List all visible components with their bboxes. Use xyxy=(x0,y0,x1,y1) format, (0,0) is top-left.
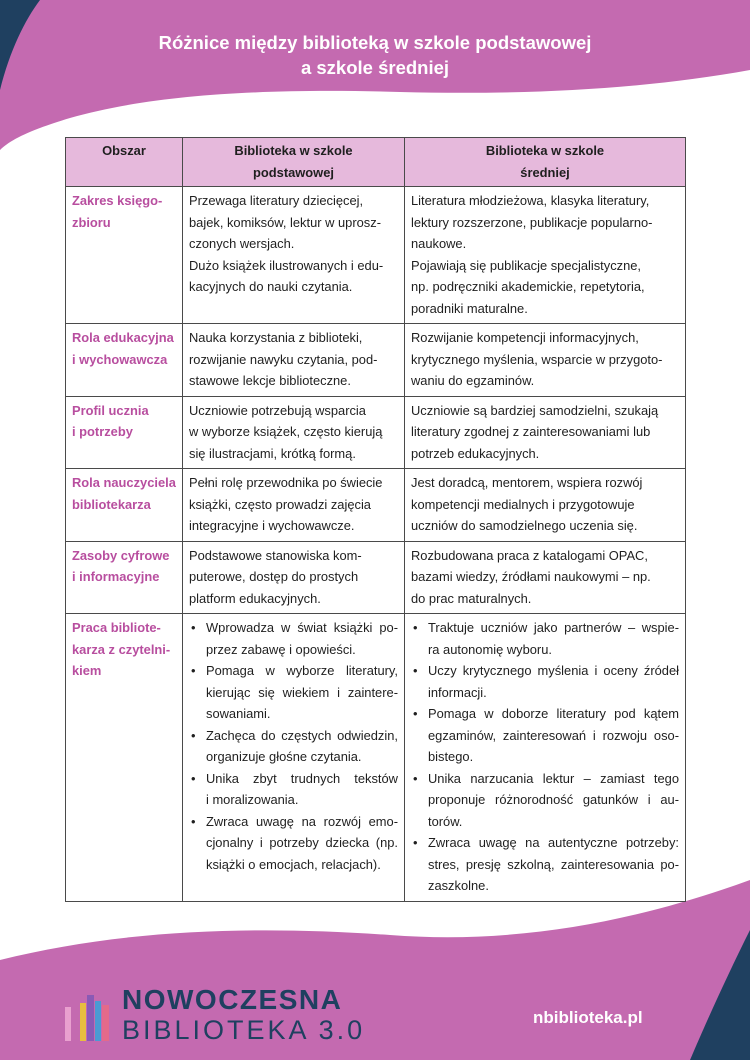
bullet-text-line: proponuje różnorodność gatunków i au- xyxy=(428,792,679,807)
area-label-line: kiem xyxy=(72,663,102,678)
bullet-item xyxy=(411,660,679,703)
bullet-text-line: i moralizowania. xyxy=(206,792,299,807)
header-primary-school: Biblioteka w szkole podstawowej xyxy=(183,138,405,187)
bullet-item xyxy=(189,768,398,811)
table-row xyxy=(66,396,686,469)
bullet-text-line: informacji. xyxy=(428,684,487,700)
cell-text-line: np. podręczniki akademickie, repetytoria, xyxy=(411,279,645,294)
cell-text-line: Pełni rolę przewodnika po świecie xyxy=(189,475,383,490)
primary-school-cell xyxy=(183,541,405,614)
cell-text-line: puterowe, dostęp do prostych xyxy=(189,569,359,584)
cell-text-line: Dużo książek ilustrowanych i edu- xyxy=(189,257,384,273)
table-header-row xyxy=(66,138,686,187)
books-logo-icon xyxy=(65,985,113,1045)
bullet-item xyxy=(189,617,398,660)
cell-text-line: Jest doradcą, mentorem, wspiera rozwój xyxy=(411,475,643,490)
secondary-school-cell xyxy=(405,396,686,469)
bullet-text-line: zaszkolne. xyxy=(428,878,489,893)
bullet-item xyxy=(411,768,679,833)
bullet-item xyxy=(411,832,679,897)
bullet-text-line: przez zabawę i opowieści. xyxy=(206,641,356,657)
cell-text-line: bazami wiedzy, źródłami naukowymi – np. xyxy=(411,569,651,584)
bullet-text-line: • Unika zbyt trudnych tekstów xyxy=(206,770,398,786)
area-label-line: karza z czytelni- xyxy=(72,641,171,657)
table-row xyxy=(66,187,686,324)
cell-text-line: uczniów do samodzielnego uczenia się. xyxy=(411,518,638,533)
cell-text-line: Rozwijanie kompetencji informacyjnych, xyxy=(411,330,639,345)
book-spine-6 xyxy=(102,1005,109,1041)
cell-text-line: rozwijanie nawyku czytania, pod- xyxy=(189,351,378,367)
cell-text-line: Literatura młodzieżowa, klasyka literatury, xyxy=(411,193,650,208)
bullet-text-line: • Pomaga w doborze literatury pod kątem xyxy=(428,706,679,721)
cell-text-line: Uczniowie potrzebują wsparcia xyxy=(189,402,366,418)
cell-text-line: Uczniowie są bardziej samodzielni, szukają xyxy=(411,402,659,418)
cell-text-line: w wyborze książek, często kierują xyxy=(189,424,383,439)
cell-text-line: krytycznego myślenia, wsparcie w przygoto- xyxy=(411,351,663,367)
secondary-school-cell xyxy=(405,324,686,397)
cell-text-line: Podstawowe stanowiska kom- xyxy=(189,547,362,563)
area-cell xyxy=(66,396,183,469)
cell-text-line: kompetencji medialnych i przygotowuje xyxy=(411,496,635,512)
logo-wordmark xyxy=(122,985,365,1045)
cell-text-line: poradniki maturalne. xyxy=(411,300,528,316)
bullet-text-line: • Unika narzucania lektur – zamiast tego xyxy=(428,770,679,786)
bullet-text-line: • Zwraca uwagę na rozwój emo- xyxy=(206,813,398,829)
bullet-text-line: • Zwraca uwagę na autentyczne potrzeby: xyxy=(428,835,679,850)
cell-text-line: waniu do egzaminów. xyxy=(411,373,535,388)
logo-line2: BIBLIOTEKA 3.0 xyxy=(122,1015,366,1045)
book-spine-4 xyxy=(87,995,94,1041)
comparison-table xyxy=(65,137,686,902)
book-spine-1 xyxy=(65,1007,71,1041)
cell-text-line: książki, często prowadzi zajęcia xyxy=(189,496,371,512)
cell-text-line: integracyjne i wychowawcze. xyxy=(189,518,355,533)
secondary-school-cell xyxy=(405,187,686,324)
table-row xyxy=(66,324,686,397)
secondary-school-cell xyxy=(405,541,686,614)
cell-text-line: platform edukacyjnych. xyxy=(189,590,321,606)
book-spine-5 xyxy=(95,1001,101,1041)
area-label-line: Rola nauczyciela xyxy=(72,475,176,490)
area-label-line: Zakres księgo- xyxy=(72,193,163,208)
cell-text-line: kacyjnych do nauki czytania. xyxy=(189,279,353,294)
bullet-text-line: egzaminów, zainteresowań i rozwoju oso- xyxy=(428,727,679,743)
cell-text-line: stawowe lekcje biblioteczne. xyxy=(189,373,351,388)
bullet-item xyxy=(411,617,679,660)
bullet-text-line: torów. xyxy=(428,813,463,829)
bullet-list xyxy=(411,617,679,897)
book-spine-3 xyxy=(80,1003,86,1041)
header-area: Obszar xyxy=(66,138,183,187)
cell-text-line: bajek, komiksów, lektur w uprosz- xyxy=(189,214,381,230)
primary-school-cell xyxy=(183,324,405,397)
bullet-text-line: • Traktuje uczniów jako partnerów – wspie- xyxy=(428,620,679,635)
bullet-text-line: bistego. xyxy=(428,749,474,764)
table-row xyxy=(66,469,686,542)
secondary-school-cell xyxy=(405,469,686,542)
primary-school-cell xyxy=(183,614,405,902)
cell-text-line: się ilustracjami, krótką formą. xyxy=(189,445,356,461)
bullet-text-line: • Wprowadza w świat książki po- xyxy=(206,620,398,635)
page-title-line1: Różnice między biblioteką w szkole podstawowej xyxy=(158,32,592,53)
secondary-school-cell xyxy=(405,614,686,902)
logo-line1: NOWOCZESNA xyxy=(122,984,343,1015)
area-label-line: i wychowawcza xyxy=(72,351,168,367)
bullet-text-line: książki o emocjach, relacjach). xyxy=(206,856,381,872)
area-cell xyxy=(66,187,183,324)
bullet-text-line: ra autonomię wyboru. xyxy=(428,641,552,657)
area-label-line: i potrzeby xyxy=(72,424,133,439)
area-label-line: zbioru xyxy=(72,214,111,230)
cell-text-line: potrzeb edukacyjnych. xyxy=(411,445,540,461)
header-secondary-school: Biblioteka w szkole średniej xyxy=(405,138,686,187)
area-label-line: Praca bibliote- xyxy=(72,620,161,635)
bullet-item xyxy=(189,660,398,725)
bullet-text-line: • Zachęca do częstych odwiedzin, xyxy=(206,727,398,743)
bullet-text-line: organizuje głośne czytania. xyxy=(206,749,362,764)
website-link[interactable]: nbiblioteka.pl xyxy=(533,1008,643,1027)
area-label-line: Zasoby cyfrowe xyxy=(72,547,170,563)
cell-text-line: Przewaga literatury dziecięcej, xyxy=(189,193,364,208)
primary-school-cell xyxy=(183,396,405,469)
area-label-line: bibliotekarza xyxy=(72,496,151,512)
page-title-line2: a szkole średniej xyxy=(300,57,450,78)
cell-text-line: literatury zgodnej z zainteresowaniami lub xyxy=(411,424,651,439)
area-label-line: Profil ucznia xyxy=(72,402,149,418)
bullet-text-line: • Uczy krytycznego myślenia i oceny źródeł xyxy=(428,663,679,678)
cell-text-line: naukowe. xyxy=(411,236,467,251)
bullet-list xyxy=(189,617,398,875)
primary-school-cell xyxy=(183,187,405,324)
area-label-line: i informacyjne xyxy=(72,569,160,584)
bullet-text-line: stres, presję szkolną, zainteresowania po- xyxy=(428,856,679,872)
area-cell xyxy=(66,469,183,542)
cell-text-line: Nauka korzystania z biblioteki, xyxy=(189,330,363,345)
table-row xyxy=(66,541,686,614)
page-title xyxy=(0,30,750,80)
area-cell xyxy=(66,614,183,902)
cell-text-line: Rozbudowana praca z katalogami OPAC, xyxy=(411,547,648,563)
bullet-text-line: • Pomaga w wyborze literatury, xyxy=(206,663,398,678)
primary-school-cell xyxy=(183,469,405,542)
bullet-text-line: cjonalny i potrzeby dziecka (np. xyxy=(206,835,398,850)
area-label-line: Rola edukacyjna xyxy=(72,330,174,345)
table-row xyxy=(66,614,686,902)
area-cell xyxy=(66,324,183,397)
bullet-text-line: kierując się wiekiem i zaintere- xyxy=(206,684,398,700)
cell-text-line: do prac maturalnych. xyxy=(411,590,532,606)
bullet-item xyxy=(411,703,679,768)
cell-text-line: czonych wersjach. xyxy=(189,236,295,251)
book-spine-2 xyxy=(72,999,79,1041)
bullet-item xyxy=(189,725,398,768)
area-cell xyxy=(66,541,183,614)
cell-text-line: Pojawiają się publikacje specjalistyczne, xyxy=(411,257,641,273)
bullet-text-line: sowaniami. xyxy=(206,706,271,721)
cell-text-line: lektury rozszerzone, publikacje popularno- xyxy=(411,214,653,230)
bullet-item xyxy=(189,811,398,876)
